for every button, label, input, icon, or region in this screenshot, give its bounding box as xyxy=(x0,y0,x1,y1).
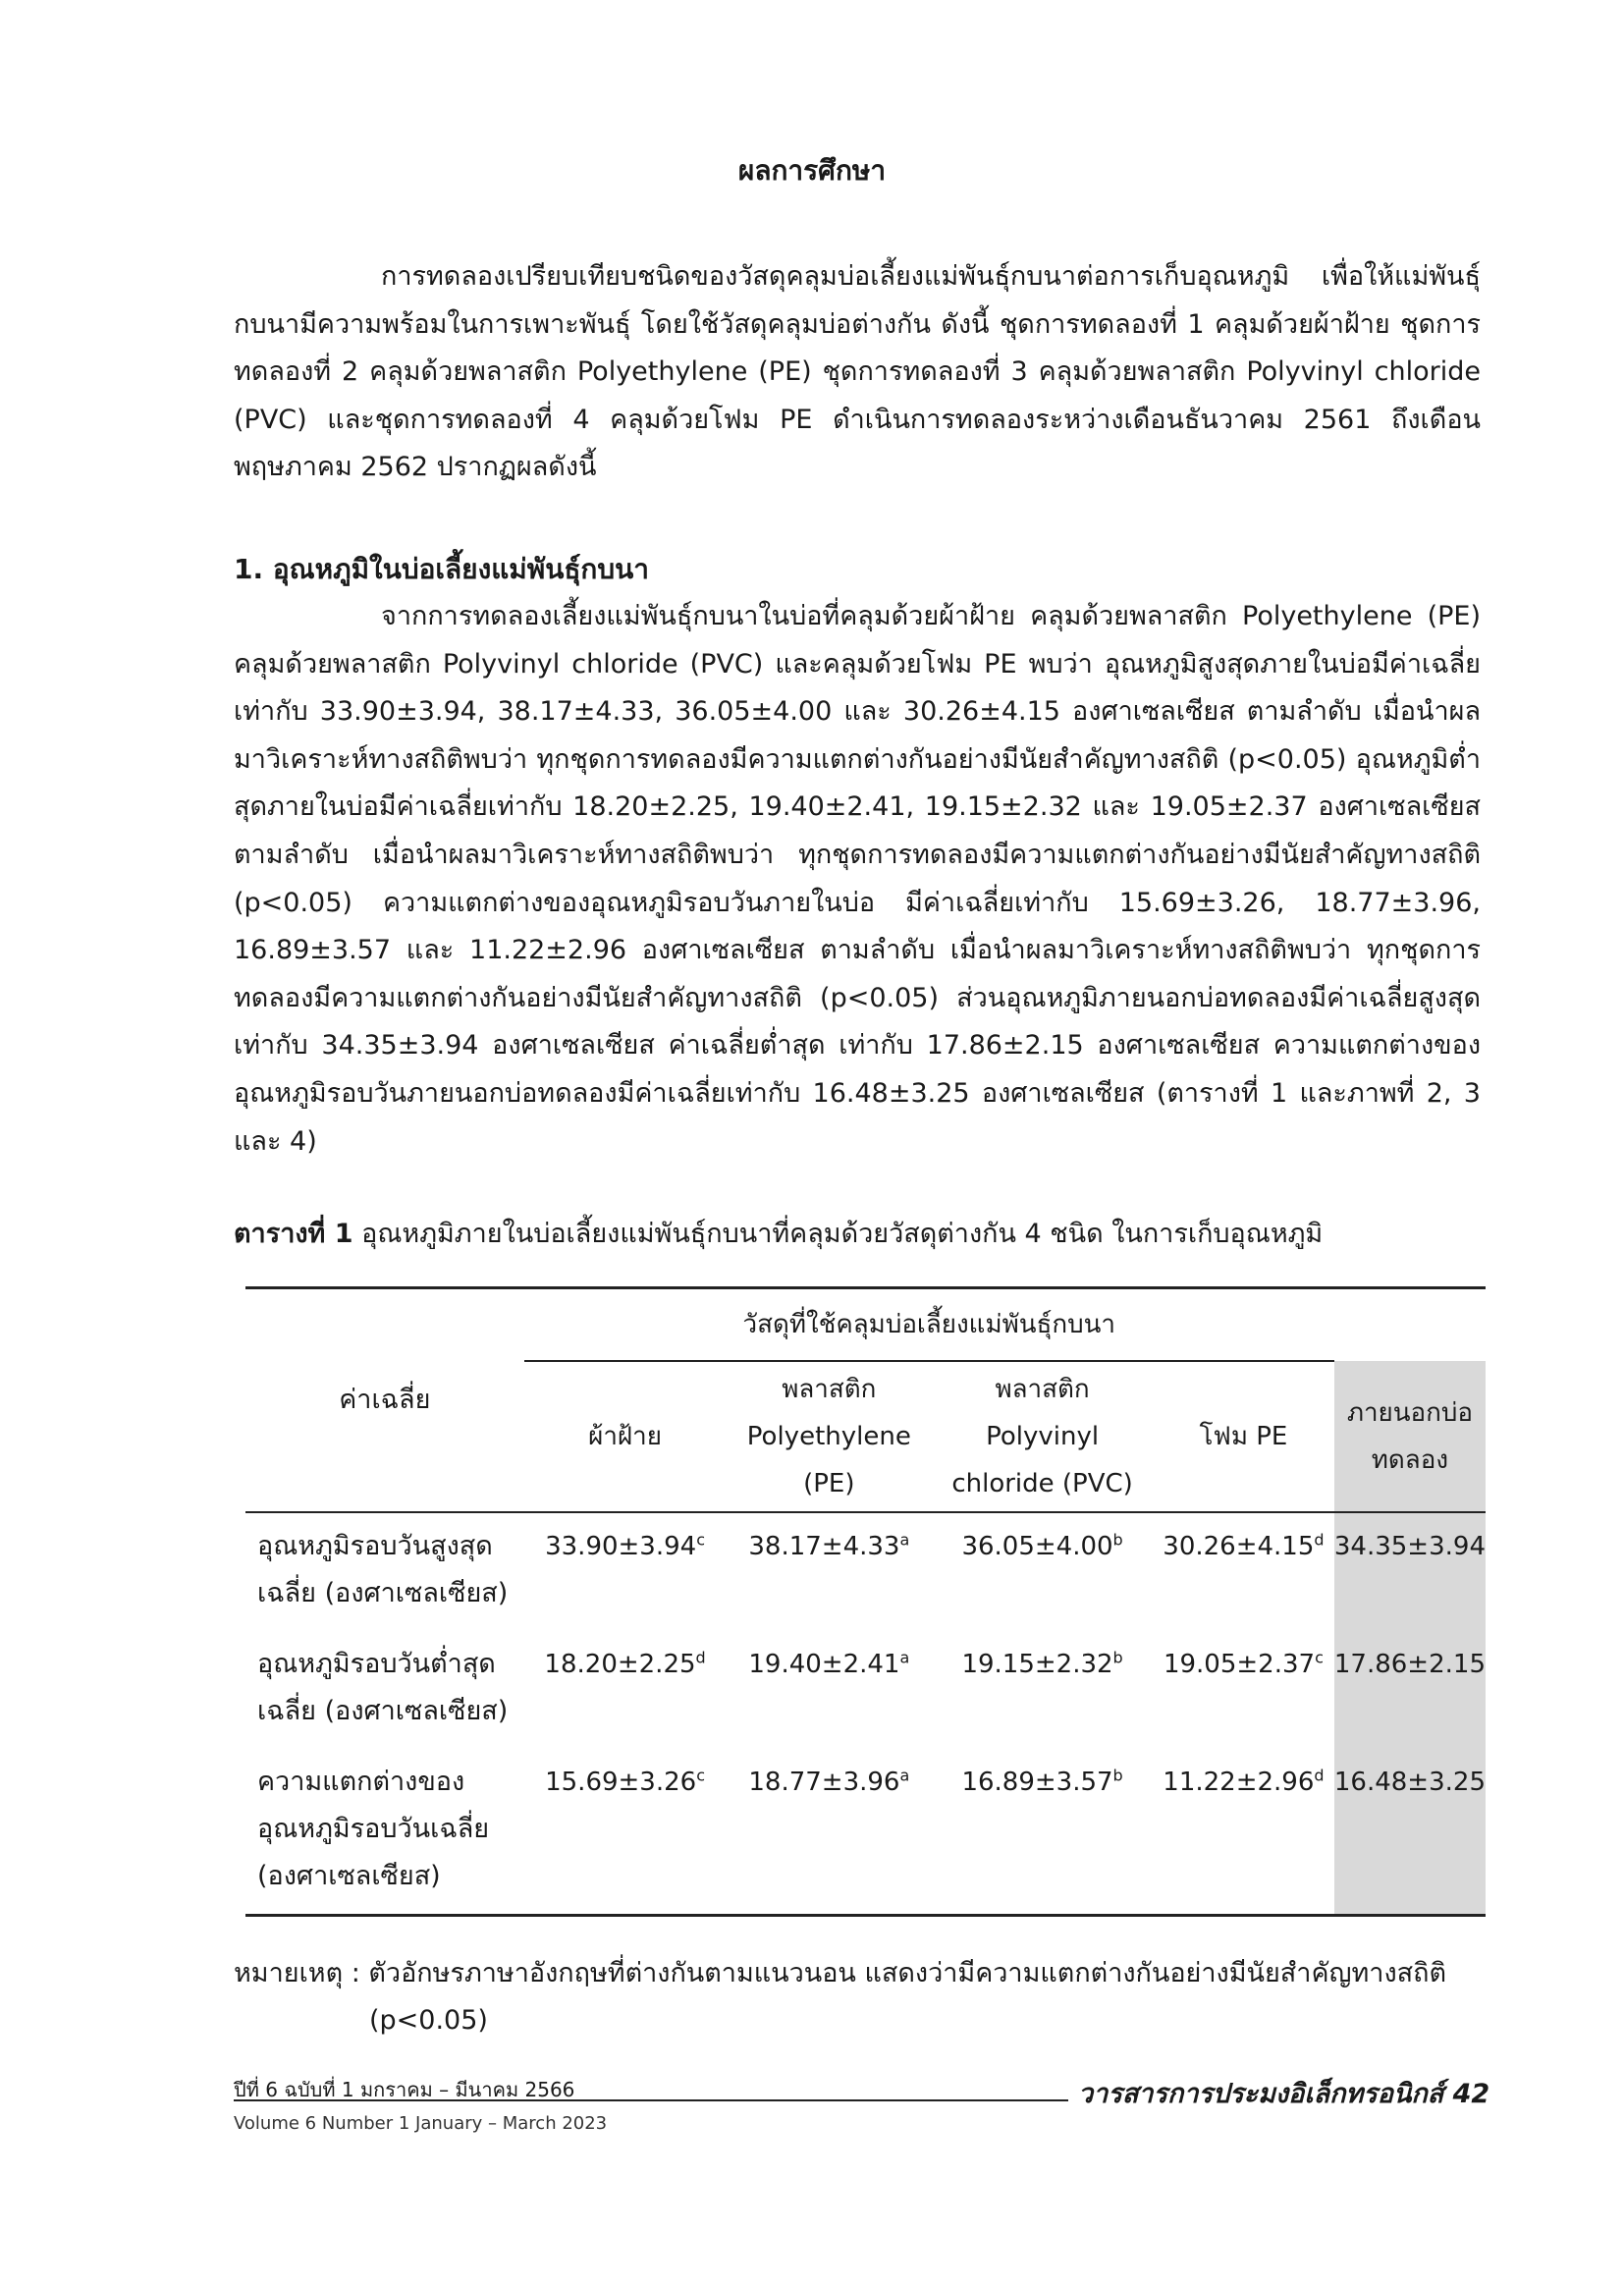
header-outside: ภายนอกบ่อ ทดลอง xyxy=(1334,1361,1486,1512)
cell-outside: 17.86±2.15 xyxy=(1334,1631,1486,1749)
table-row xyxy=(245,1512,1486,1631)
note-line-2: (p<0.05) xyxy=(369,2005,488,2036)
header-average: ค่าเฉลี่ย xyxy=(245,1288,524,1513)
cell-foam: 11.22±2.96$^d$ xyxy=(1153,1749,1334,1916)
footer-journal-page: วารสารการประมงอิเล็กทรอนิกส์ 42 xyxy=(1078,2079,1490,2109)
row-label: อุณหภูมิรอบวันต่ำสุด เฉลี่ย (องศาเซลเซียส) xyxy=(257,1649,509,1726)
cell-pvc: 19.15±2.32$^b$ xyxy=(961,1648,1123,1679)
table-caption-text: อุณหภูมิภายในบ่อเลี้ยงแม่พันธุ์กบนาที่คลุมด้วยวัสดุต่างกัน 4 ชนิด ในการเก็บอุณหภูมิ xyxy=(361,1219,1324,1249)
results-table xyxy=(245,1286,1486,1917)
table-row xyxy=(245,1631,1486,1749)
cell-pvc: 36.05±4.00$^b$ xyxy=(961,1530,1123,1561)
cell-pvc: 16.89±3.57$^b$ xyxy=(932,1749,1153,1916)
cell-cotton: 33.90±3.94$^c$ xyxy=(545,1530,705,1561)
cell-cotton: 18.20±2.25$^d$ xyxy=(544,1648,706,1679)
footer-divider xyxy=(234,2099,1068,2101)
footer-issue-thai: ปีที่ 6 ฉบับที่ 1 มกราคม – มีนาคม 2566 xyxy=(234,2078,575,2101)
cell-pe: 19.40±2.41$^a$ xyxy=(748,1648,910,1679)
header-pvc: พลาสติก Polyvinyl chloride (PVC) xyxy=(951,1375,1133,1498)
header-materials: วัสดุที่ใช้คลุมบ่อเลี้ยงแม่พันธุ์กบนา xyxy=(524,1288,1334,1362)
cell-outside: 16.48±3.25 xyxy=(1334,1749,1486,1916)
note-line-1: หมายเหตุ : ตัวอักษรภาษาอังกฤษที่ต่างกันตามแนวนอน แสดงว่ามีความแตกต่างกันอย่างมีนัยสำคัญทางสถิติ xyxy=(234,1958,1447,1988)
intro-paragraph: การทดลองเปรียบเทียบชนิดของวัสดุคลุมบ่อเลี้ยงแม่พันธุ์กบนาต่อการเก็บอุณหภูมิ เพื่อให้แม่พันธุ์กบนามีความพร้อมในการเพาะพันธุ์ โดยใช้วัสดุคลุมบ่อต่างกัน ดังนี้ ชุดการทดลองที่ 1 คลุมด้วยผ้าฝ้าย ชุดการทดลองที่ 2 คลุมด้วยพลาสติก Polyethylene (PE) ชุดการทดลองที่ 3 คลุมด้วยพลาสติก Polyvinyl chloride (PVC) และชุดการทดลองที่ 4 คลุมด้วยโฟม PE ดำเนินการทดลองระหว่างเดือนธันวาคม 2561 ถึงเดือนพฤษภาคม 2562 ปรากฏผลดังนี้ xyxy=(234,261,1481,483)
table-caption-label: ตารางที่ 1 xyxy=(234,1219,353,1249)
section-paragraph: จากการทดลองเลี้ยงแม่พันธุ์กบนาในบ่อที่คลุมด้วยผ้าฝ้าย คลุมด้วยพลาสติก Polyethylene (PE) คลุมด้วยพลาสติก Polyvinyl chloride (PVC) และคลุมด้วยโฟม PE พบว่า อุณหภูมิสูงสุดภายในบ่อมีค่าเฉลี่ยเท่ากับ 33.90±3.94, 38.17±4.33, 36.05±4.00 และ 30.26±4.15 องศาเซลเซียส ตามลำดับ เมื่อนำผลมาวิเคราะห์ทางสถิติพบว่า ทุกชุดการทดลองมีความแตกต่างกันอย่างมีนัยสำคัญทางสถิติ (p<0.05) อุณหภูมิต่ำสุดภายในบ่อมีค่าเฉลี่ยเท่ากับ 18.20±2.25, 19.40±2.41, 19.15±2.32 และ 19.05±2.37 องศาเซลเซียส ตามลำดับ เมื่อนำผลมาวิเคราะห์ทางสถิติพบว่า ทุกชุดการทดลองมีความแตกต่างกันอย่างมีนัยสำคัญทางสถิติ (p<0.05) ความแตกต่างของอุณหภูมิรอบวันภายในบ่อ มีค่าเฉลี่ยเท่ากับ 15.69±3.26, 18.77±3.96, 16.89±3.57 และ 11.22±2.96 องศาเซลเซียส ตามลำดับ เมื่อนำผลมาวิเคราะห์ทางสถิติพบว่า ทุกชุดการทดลองมีความแตกต่างกันอย่างมีนัยสำคัญทางสถิติ (p<0.05) ส่วนอุณหภูมิภายนอกบ่อทดลองมีค่าเฉลี่ยสูงสุดเท่ากับ 34.35±3.94 องศาเซลเซียส ค่าเฉลี่ยต่ำสุด เท่ากับ 17.86±2.15 องศาเซลเซียส ความแตกต่างของอุณหภูมิรอบวันภายนอกบ่อทดลองมีค่าเฉลี่ยเท่ากับ 16.48±3.25 องศาเซลเซียส (ตารางที่ 1 และภาพที่ 2, 3 และ 4) xyxy=(234,601,1481,1157)
section-heading: 1. อุณหภูมิในบ่อเลี้ยงแม่พันธุ์กบนา xyxy=(234,553,650,585)
page-title: ผลการศึกษา xyxy=(737,154,887,187)
cell-foam: 30.26±4.15$^d$ xyxy=(1163,1530,1325,1561)
cell-pe: 38.17±4.33$^a$ xyxy=(748,1530,910,1561)
row-label: อุณหภูมิรอบวันสูงสุด เฉลี่ย (องศาเซลเซียส) xyxy=(257,1531,509,1608)
header-pe: พลาสติก Polyethylene (PE) xyxy=(746,1375,911,1498)
footer-issue-english: Volume 6 Number 1 January – March 2023 xyxy=(234,2113,608,2134)
row-label: ความแตกต่างของ อุณหภูมิรอบวันเฉลี่ย (องศาเซลเซียส) xyxy=(245,1749,524,1916)
cell-pe: 18.77±3.96$^a$ xyxy=(726,1749,932,1916)
cell-outside: 34.35±3.94 xyxy=(1334,1512,1486,1631)
header-foam: โฟม PE xyxy=(1199,1422,1288,1451)
cell-cotton: 15.69±3.26$^c$ xyxy=(524,1749,727,1916)
header-cotton: ผ้าฝ้าย xyxy=(588,1422,662,1451)
table-caption xyxy=(234,1212,1323,1254)
cell-foam: 19.05±2.37$^c$ xyxy=(1163,1648,1324,1679)
table-note xyxy=(234,1950,1481,2044)
table-row xyxy=(245,1749,1486,1916)
